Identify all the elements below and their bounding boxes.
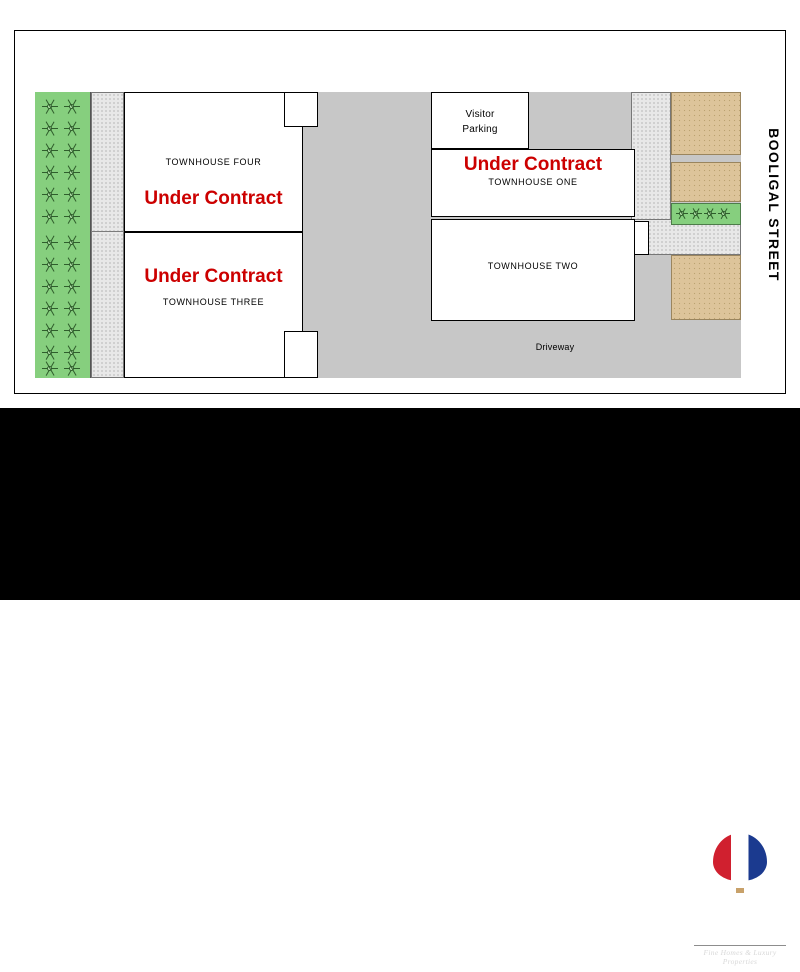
logo-tagline: Fine Homes & Luxury Properties [703,948,777,966]
footer-bar [0,408,800,966]
plan-border [14,30,786,394]
agent-name: DAVID COTTERILL [473,844,617,861]
balloon-basket [735,887,745,894]
agent-details [400,844,690,939]
wall-nib-north [284,92,318,127]
balloon-rope-left [731,879,734,888]
property-address: 44 booligal street, carina [228,884,392,901]
agent-office: RE/MAX United Vision [477,870,613,885]
townhouse-four-status: Under Contract [144,188,283,209]
hot-air-balloon-icon [712,832,768,894]
logo-collection-text: COLLECTION [690,925,797,941]
street-name-text: BOOLIGAL STREET [766,128,782,282]
paved-path-west [91,92,124,378]
driveway-label: Driveway [535,342,575,352]
agent-email[interactable]: david.cotterill@remax.com.au [455,916,635,931]
balloon-envelope [712,832,768,882]
site-plan-drawing [0,0,800,408]
logo-remax-text: RE/MAX [704,906,776,925]
compass-circle [62,860,126,924]
wall-nib-east [635,221,649,255]
visitor-parking-label-line1: Visitor [465,109,495,120]
townhouse-three-label: TOWNHOUSE THREE [162,297,265,307]
agent-phone[interactable]: 0433 230 680 [503,893,587,908]
street-name-label [754,60,794,350]
logo-the-text: THE [730,898,750,907]
garden-bed-south [671,255,741,320]
townhouse-one-status: Under Contract [463,154,603,175]
wall-nib-south [284,331,318,378]
townhouse-two-label: TOWNHOUSE TWO [487,261,579,271]
compass-north-letter: N [26,883,44,894]
garden-bed-north [671,92,741,155]
visitor-parking-label [431,107,529,137]
townhouse-three-status: Under Contract [144,266,283,287]
north-compass [22,858,122,928]
logo-divider [694,945,786,946]
townhouse-four-label: TOWNHOUSE FOUR [165,157,262,167]
townhouse-one-label: TOWNHOUSE ONE [488,177,578,187]
lawn-strip-east [671,203,741,225]
remax-collection-logo [690,826,797,972]
compass-needle [63,891,125,892]
garden-bed-mid [671,162,741,202]
paved-path-east [631,92,671,220]
lawn-strip-west [35,92,91,378]
visitor-parking-label-line2: Parking [462,124,498,135]
